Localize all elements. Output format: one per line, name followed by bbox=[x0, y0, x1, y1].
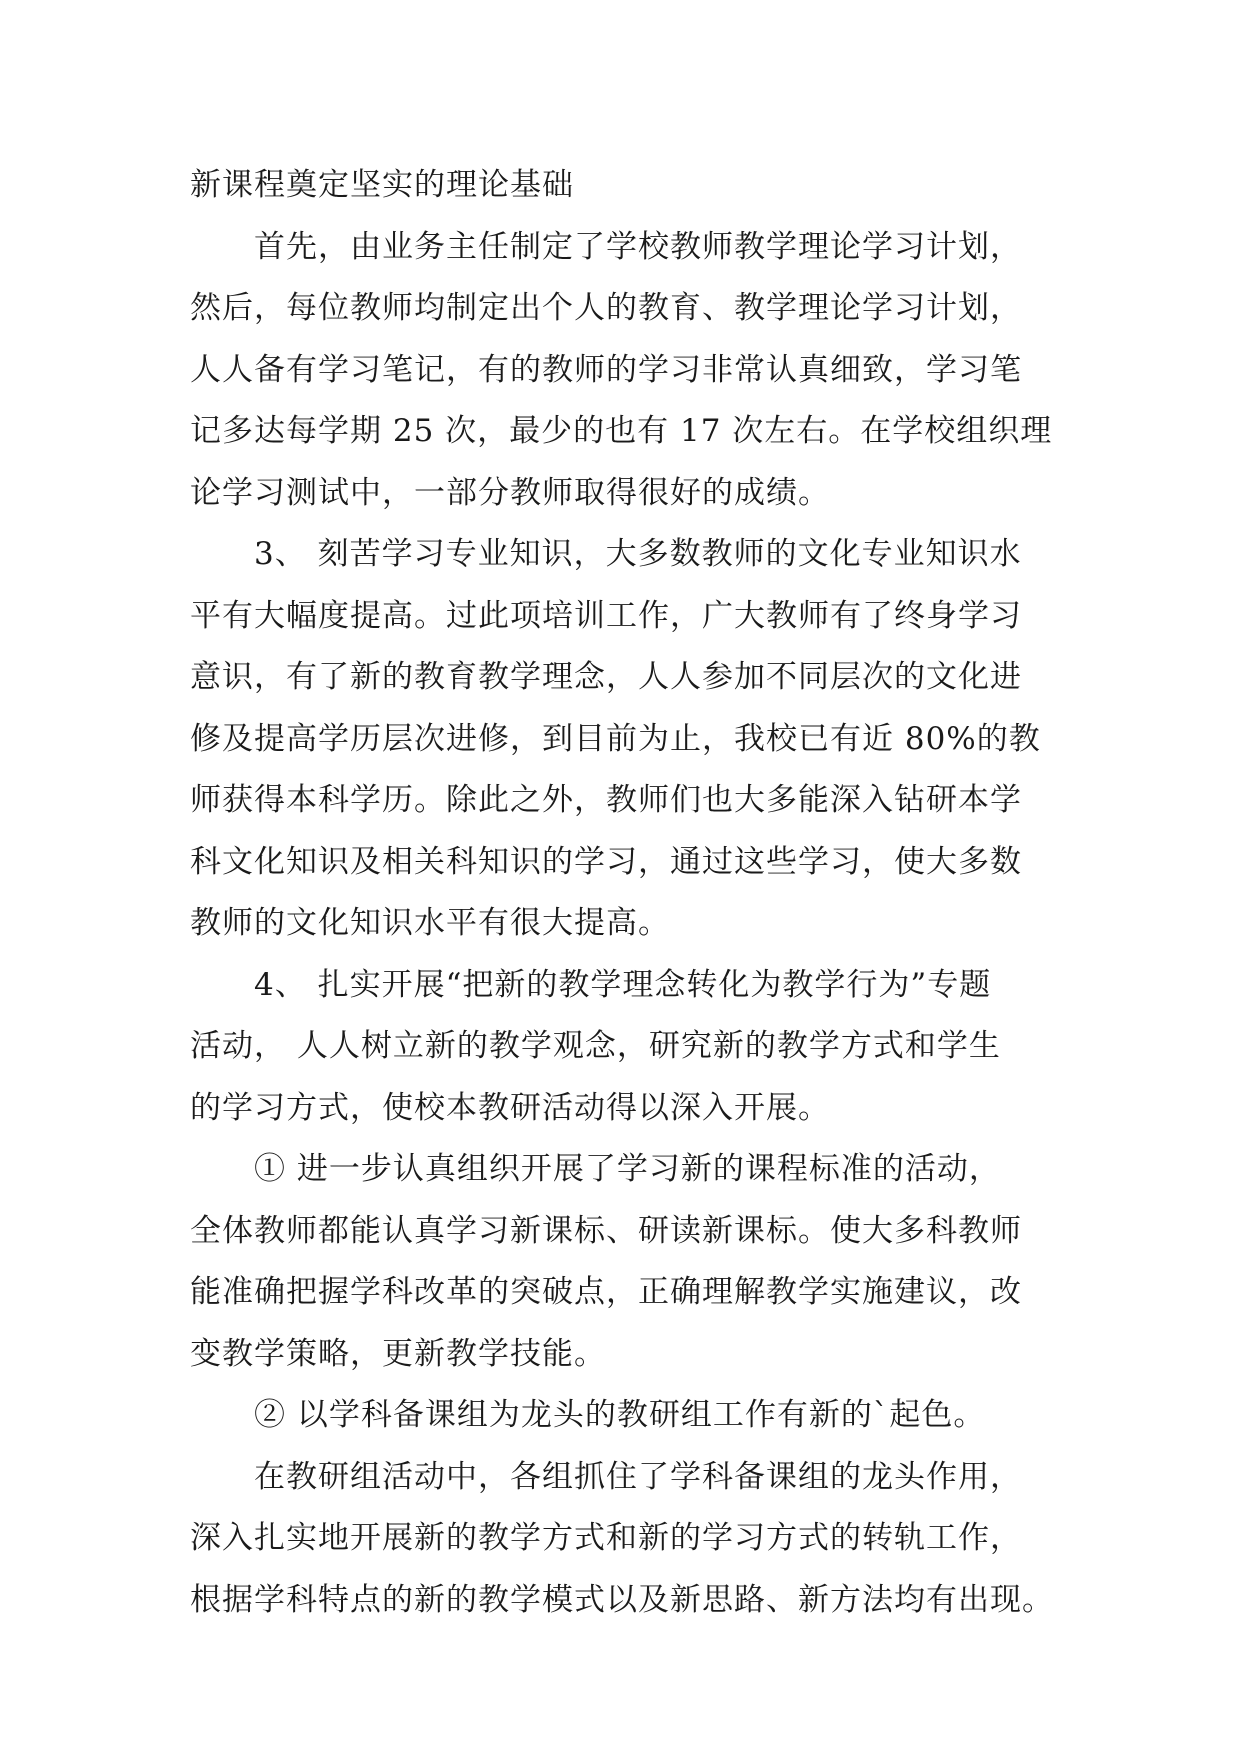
text-line: 活动， 人人树立新的教学观念，研究新的教学方式和学生 bbox=[190, 1028, 1001, 1064]
text-line: 记多达每学期 25 次，最少的也有 17 次左右。在学校组织理 bbox=[190, 413, 1053, 449]
text-line: 论学习测试中，一部分教师取得很好的成绩。 bbox=[190, 474, 830, 511]
text-line: ① 进一步认真组织开展了学习新的课程标准的活动， bbox=[254, 1151, 1001, 1187]
text-line: 全体教师都能认真学习新课标、研读新课标。使大多科教师 bbox=[190, 1212, 1022, 1249]
text-line: 师获得本科学历。除此之外，教师们也大多能深入钻研本学 bbox=[190, 782, 1022, 818]
text-line: 首先，由业务主任制定了学校教师教学理论学习计划， bbox=[254, 228, 1022, 265]
text-line: 变教学策略，更新教学技能。 bbox=[190, 1335, 606, 1372]
text-line: 然后，每位教师均制定出个人的教育、教学理论学习计划， bbox=[190, 290, 1022, 326]
text-line: 根据学科特点的新的教学模式以及新思路、新方法均有出现。 bbox=[190, 1581, 1054, 1618]
text-line: 深入扎实地开展新的教学方式和新的学习方式的转轨工作， bbox=[190, 1520, 1022, 1556]
text-line: 3、 刻苦学习专业知识，大多数教师的文化专业知识水 bbox=[254, 536, 1022, 572]
text-line: ② 以学科备课组为龙头的教研组工作有新的`起色。 bbox=[254, 1397, 986, 1433]
text-line: 修及提高学历层次进修，到目前为止，我校已有近 80%的教 bbox=[190, 720, 1041, 757]
text-line: 4、 扎实开展“把新的教学理念转化为教学行为”专题 bbox=[254, 966, 992, 1003]
text-line: 的学习方式，使校本教研活动得以深入开展。 bbox=[190, 1089, 830, 1126]
text-line: 人人备有学习笔记，有的教师的学习非常认真细致，学习笔 bbox=[190, 351, 1022, 388]
text-line: 科文化知识及相关科知识的学习，通过这些学习，使大多数 bbox=[190, 843, 1022, 880]
text-line: 平有大幅度提高。过此项培训工作，广大教师有了终身学习 bbox=[190, 597, 1022, 634]
text-line: 能准确把握学科改革的突破点，正确理解教学实施建议，改 bbox=[190, 1274, 1022, 1310]
document-body bbox=[190, 155, 1070, 1631]
text-line: 教师的文化知识水平有很大提高。 bbox=[190, 905, 670, 941]
text-line: 新课程奠定坚实的理论基础 bbox=[190, 167, 574, 203]
text-line: 在教研组活动中，各组抓住了学科备课组的龙头作用， bbox=[254, 1458, 1022, 1495]
text-line: 意识，有了新的教育教学理念，人人参加不同层次的文化进 bbox=[190, 659, 1022, 695]
